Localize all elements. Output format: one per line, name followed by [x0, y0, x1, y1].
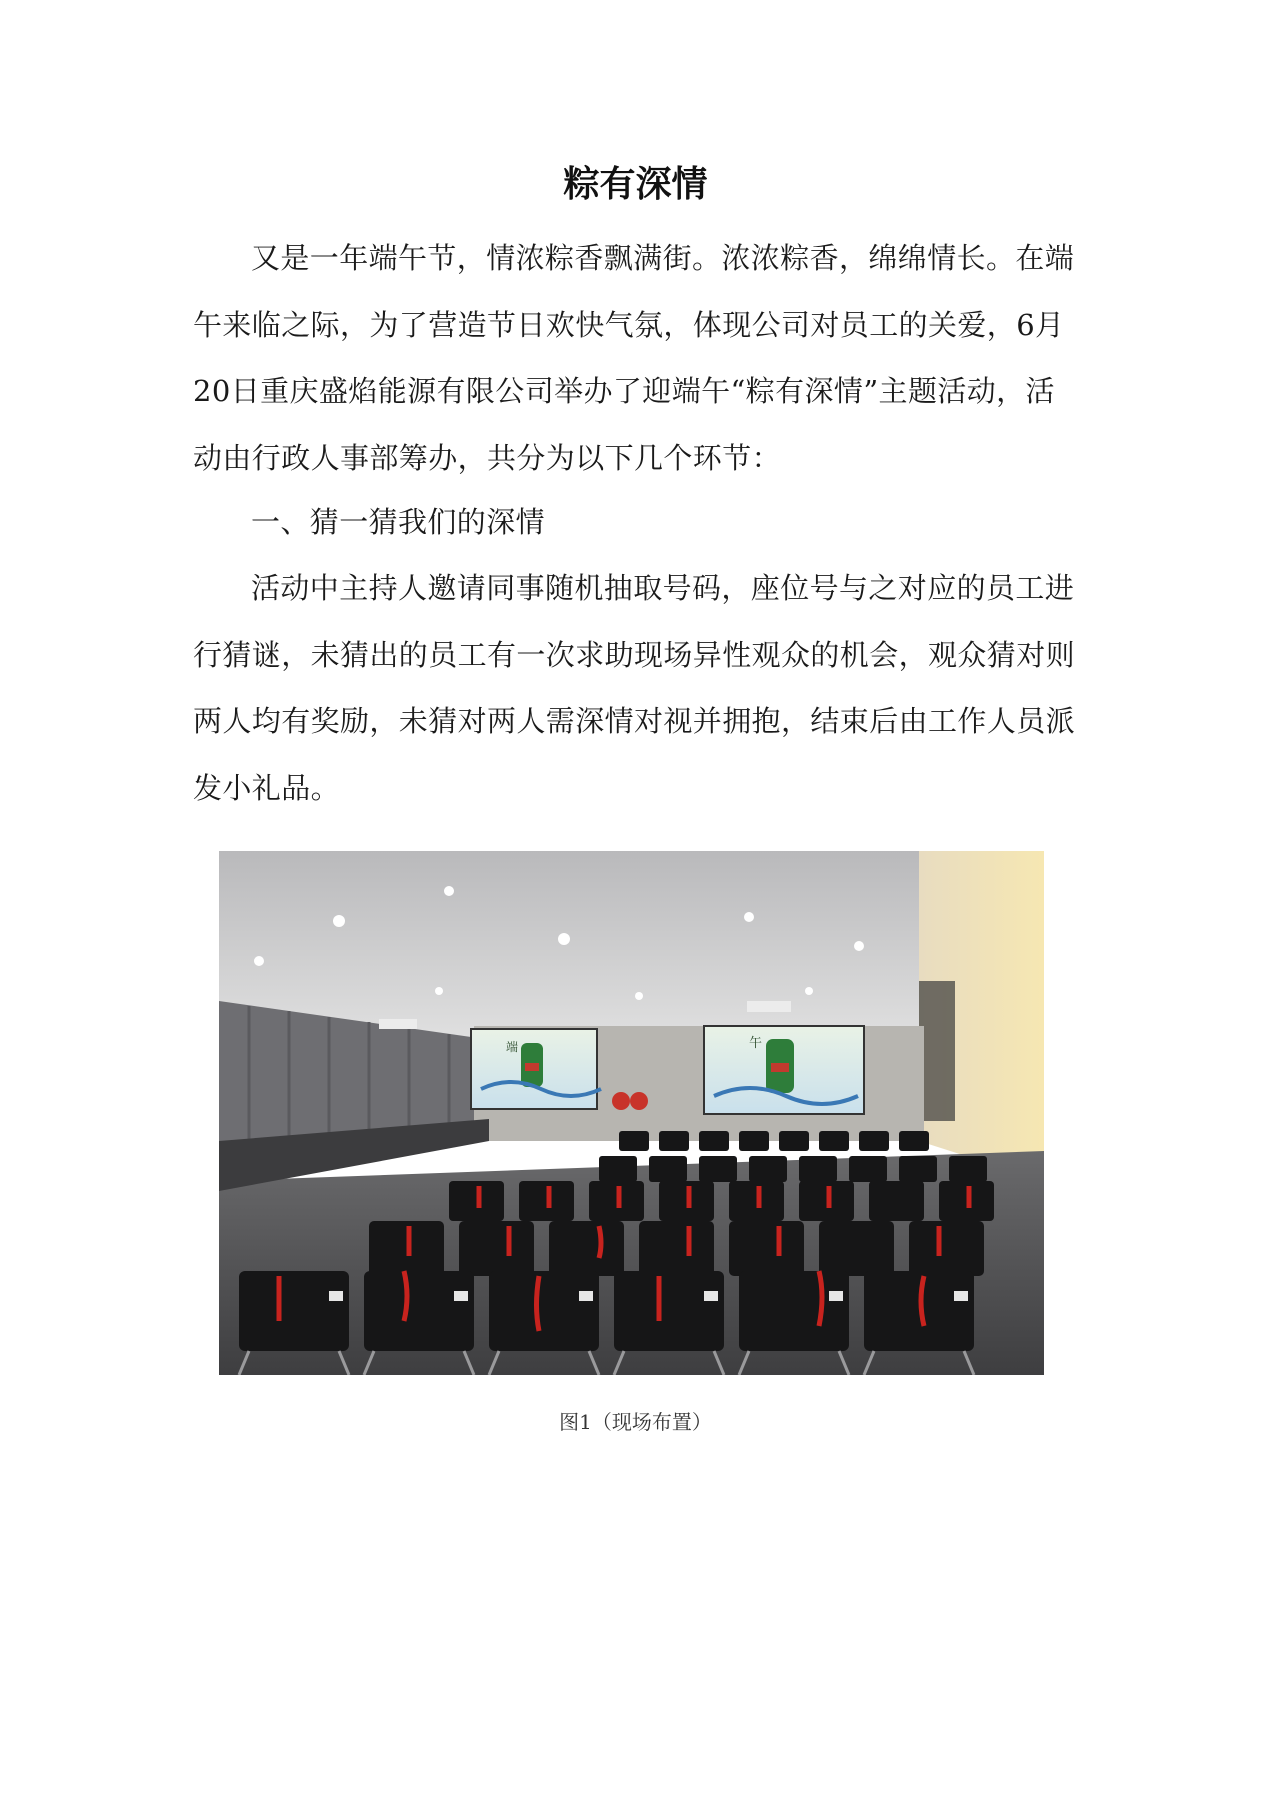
figure-caption: 图1（现场布置）	[559, 1410, 712, 1434]
venue-photo	[219, 851, 1044, 1375]
screen-char-2: 午	[749, 1036, 763, 1051]
activity-paragraph: 活动中主持人邀请同事随机抽取号码，座位号与之对应的员工进行猜谜，未猜出的员工有一次求助现场异性观众的机会，观众猜对则两人均有奖励，未猜对两人需深情对视并拥抱，结束后由工作人员派发小礼品。	[193, 571, 1076, 805]
screen-char-1: 端	[506, 1040, 519, 1054]
document-title: 粽有深情	[563, 164, 708, 205]
intro-paragraph: 又是一年端午节，情浓粽香飘满街。浓浓粽香，绵绵情长。在端午来临之际，为了营造节日欢快气氛，体现公司对员工的关爱，6月20日重庆盛焰能源有限公司举办了迎端午“粽有深情”主题活动，活动由行政人事部筹办，共分为以下几个环节：	[193, 241, 1075, 475]
section-heading: 一、猜一猜我们的深情	[251, 505, 546, 539]
